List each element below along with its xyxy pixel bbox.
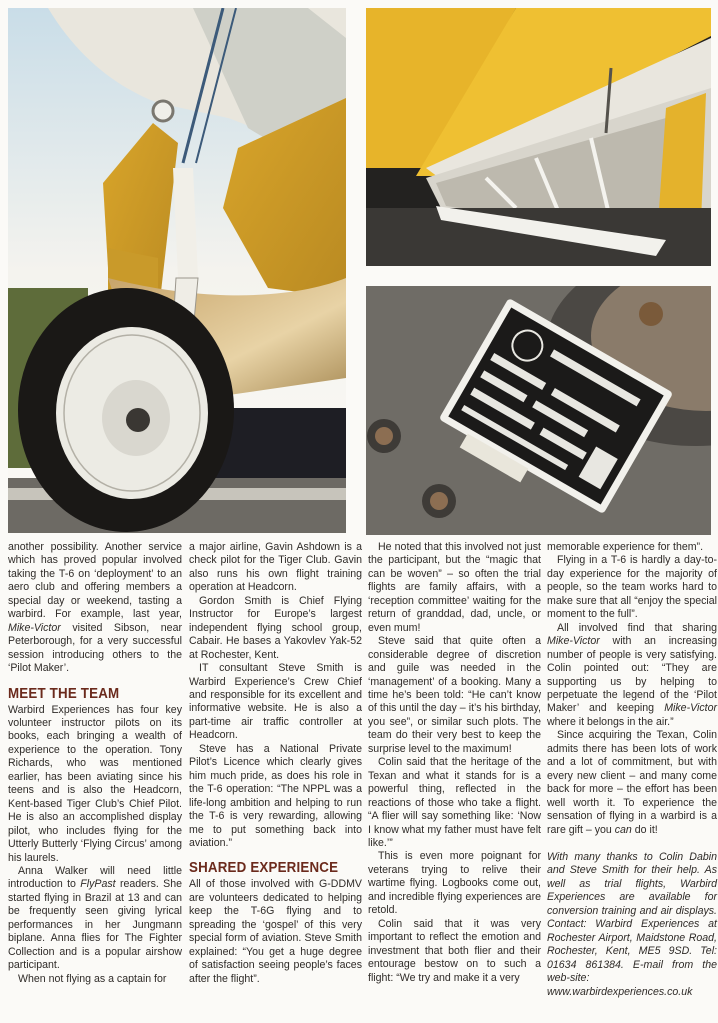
- paragraph: All involved find that sharing Mike-Victor with an increasing number of people is very satisfying. Colin pointed out: “They are supporting us by helping to perpetuate the legend of the ‘Pilot Maker’ and keeping Mike-Victor where it belongs in the air.”: [547, 621, 717, 728]
- paragraph: When not flying as a captain for: [18, 972, 167, 985]
- paragraph: memorable experience for them”.: [547, 541, 704, 553]
- paragraph: Colin said that the heritage of the Texan and what it stands for is a powerful thing, reflected in the reactions of those who take a flight. “A flier will say something like: ‘Now I know what my father must have felt like.’”: [368, 756, 541, 849]
- paragraph: This is even more poignant for veterans trying to relive their wartime flying. Logbooks come out, and incredible flying experiences are retold.: [368, 850, 541, 917]
- paragraph: IT consultant Steve Smith is Warbird Experience’s Crew Chief and responsible for its excellent and informative website. He is also a part-time air traffic controller at Headcorn.: [189, 662, 362, 742]
- wing-flap-illustration: [366, 8, 711, 266]
- paragraph: another possibility. Another service which has proved popular involved taking the T-6 on ‘deployment’ to an aero club and offering members a special day or weekend, tasting a warbird. For example, last year, Mike-Victor visited Sibson, near Peterborough, for a very successful session introducing others to the ‘Pilot Maker’.: [8, 541, 182, 675]
- engine-plate-illustration: [366, 286, 711, 535]
- paragraph: Flying in a T-6 is hardly a day-to-day experience for the majority of people, so the team works hard to make sure that all “enjoy the special moment to the full”.: [547, 554, 717, 621]
- paragraph: Colin said that it was very important to reflect the emotion and investment that both flier and their entourage bestow on to such a flight: “We try and make it a very: [368, 917, 541, 984]
- article-column-4: [547, 541, 717, 999]
- paragraph: a major airline, Gavin Ashdown is a check pilot for the Tiger Club. Gavin also runs his own flight training operation at Headcorn.: [189, 541, 362, 594]
- article-column-1: [8, 541, 182, 986]
- paragraph: Warbird Experiences has four key volunteer instructor pilots on its books, each bringing a wealth of experience to the operation. Tony Richards, who was mentioned earlier, has been aviating since his teens and is also the Headcorn, Kent-based Tiger Club’s Chief Pilot. He is also an accomplished display pilot, who includes flying for the Utterly Butterly ‘Flying Circus’ among his laurels.: [8, 703, 182, 864]
- section-heading-shared-experience: SHARED EXPERIENCE: [189, 860, 339, 877]
- photo-landing-gear: [8, 8, 346, 533]
- section-heading-meet-the-team: MEET THE TEAM: [8, 685, 120, 702]
- paragraph: Steve said that quite often a considerable degree of discretion and guile was needed in the ‘management’ of a booking. Many a time he’s been told: “He can’t know of this until the day – it’s his birthday, you see”, or similar such plots. The team do their very best to keep the surprise level to the maximum!: [368, 635, 541, 755]
- article-column-2: [189, 541, 362, 986]
- credits-contact-info: With many thanks to Colin Dabin and Steve Smith for their help. As well as trial flights, Warbird Experiences are available for conversion training and air displays. Contact: Warbird Experiences at Rochester Airport, Maidstone Road, Rochester, Kent, ME5 9SD. Tel: 01634 861384. E-mail from the web-site: www.warbirdexperiences.co.uk: [547, 850, 717, 998]
- article-column-3: [368, 541, 541, 985]
- paragraph: Anna Walker will need little introduction to FlyPast readers. She started flying in Brazil at 13 and can be frequently seen giving lyrical performances in her Jungmann biplane. Anna flies for The Fighter Collection and is a popular airshow participant.: [8, 864, 182, 972]
- photo-engine-data-plate: [366, 286, 711, 535]
- paragraph: Since acquiring the Texan, Colin admits there has been lots of work and a lot of commitment, but with every new client – and many come back for more – the effort has been well worth it. To experience the sensation of flying in a warbird is a rare gift – you can do it!: [547, 729, 717, 836]
- landing-gear-illustration: [8, 8, 346, 533]
- paragraph: He noted that this involved not just the participant, but the “magic that can be woven” – so often the trial flights are family affairs, with a ‘reception committee’ waiting for the return of granddad, dad, uncle, or even mum!: [368, 541, 541, 634]
- photo-wing-flap: [366, 8, 711, 266]
- paragraph: Gordon Smith is Chief Flying Instructor for Europe’s largest independent flying school group, Cabair. He bases a Yakovlev Yak-52 at Rochester, Kent.: [189, 594, 362, 661]
- paragraph: All of those involved with G-DDMV are volunteers dedicated to helping keep the T-6G flying and to spreading the ‘gospel’ of this very special form of aviation. Steve Smith explained: “You get a huge degree of satisfaction seeing people’s faces after the flight”.: [189, 878, 362, 985]
- paragraph: Steve has a National Private Pilot’s Licence which clearly gives him much pride, as does his role in the T-6 operation: “The NPPL was a life-long ambition and helping to run the T-6 is very rewarding, allowing me to put something back into aviation.”: [189, 742, 362, 849]
